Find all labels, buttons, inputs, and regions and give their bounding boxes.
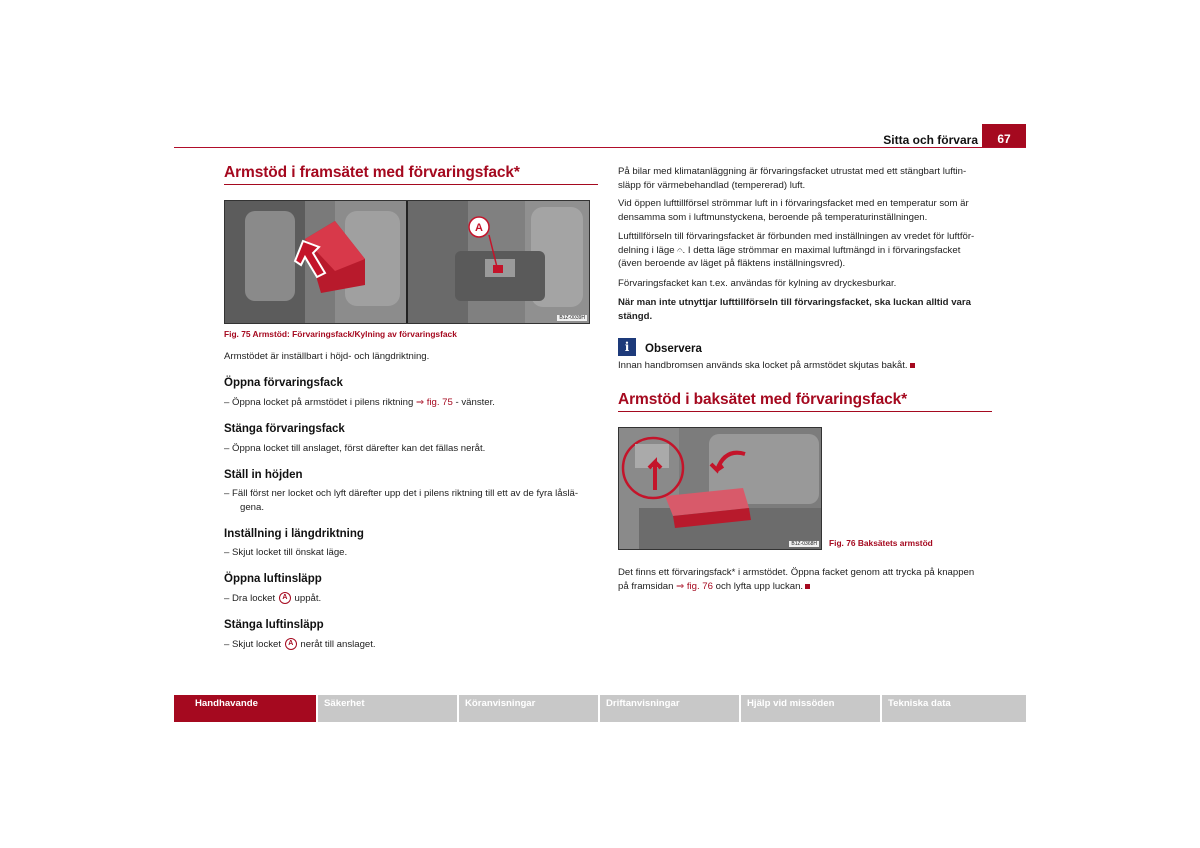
callout-a-icon: A: [285, 638, 297, 650]
heading-close-compartment: Stänga förvaringsfack: [224, 423, 345, 435]
figure-76: [618, 427, 822, 550]
air-distribution-symbol: 𝄐.: [677, 244, 686, 256]
end-mark: [805, 584, 810, 589]
step-close-air-inlet: – Skjut locket A neråt till anslaget.: [224, 639, 376, 650]
figure-76-code: B1Z-0368H: [791, 541, 817, 547]
title-rule: [224, 184, 598, 185]
figure-75-illustration: [225, 201, 589, 323]
heading-close-air-inlet: Stänga luftinsläpp: [224, 619, 324, 631]
step-open-air-inlet: – Dra locket A uppåt.: [224, 593, 322, 604]
note-title: Observera: [645, 343, 702, 355]
paragraph-air-distribution: Lufttillförseln till förvaringsfacket är förbunden med inställningen av vredet för luftför- delning i läge 𝄐. I detta läge strömmar en maximal luftmängd in i förvaringsfacket (även beroende av läget på fläktens inställningsvred).: [618, 231, 975, 269]
figure-75-caption: Fig. 75 Armstöd: Förvaringsfack/Kylning av förvaringsfack: [224, 329, 457, 339]
note-text: Innan handbromsen används ska locket på armstödet skjutas bakåt.: [618, 359, 915, 373]
heading-open-air-inlet: Öppna luftinsläpp: [224, 573, 322, 585]
tab-tekniska-data[interactable]: Tekniska data: [882, 695, 1026, 722]
fig-76-link[interactable]: ⇒ fig. 76: [676, 580, 713, 592]
running-header-section: Sitta och förvara: [883, 133, 978, 147]
paragraph-close-warning: När man inte utnyttjar lufttillförseln till förvaringsfacket, ska luckan alltid vara stängd.: [618, 297, 971, 322]
step-set-height-line1: – Fäll först ner locket och lyft därefter upp det i pilens riktning till ett av de fyra låslä-: [224, 488, 579, 499]
fig-75-link[interactable]: ⇒ fig. 75: [415, 397, 453, 408]
section-title-front-armrest: Armstöd i framsätet med förvaringsfack*: [224, 164, 520, 181]
paragraph-rear-armrest: Det finns ett förvaringsfack* i armstödet. Öppna facket genom att trycka på knappen på framsidan ⇒ fig. 76 och lyfta upp luckan.: [618, 567, 975, 592]
info-icon: i: [618, 338, 636, 356]
intro-text: Armstödet är inställbart i höjd- och längdriktning.: [224, 351, 430, 362]
heading-set-height: Ställ in höjden: [224, 469, 303, 481]
heading-open-compartment: Öppna förvaringsfack: [224, 377, 343, 389]
heading-length-adjust: Inställning i längdriktning: [224, 528, 364, 540]
tab-hjalp-vid-missoden[interactable]: Hjälp vid missöden: [741, 695, 880, 722]
paragraph-air-inlet: På bilar med klimatanläggning är förvaringsfacket utrustat med ett stängbart luftin- släpp för värmebehandlad (tempererad) luft.: [618, 166, 967, 191]
header-rule: [174, 147, 1026, 148]
tab-driftanvisningar[interactable]: Driftanvisningar: [600, 695, 739, 722]
step-length-adjust: – Skjut locket till önskat läge.: [224, 547, 348, 558]
figure-75-code: B1Z-0039H: [559, 315, 585, 321]
paragraph-cooling: Förvaringsfacket kan t.ex. användas för kylning av dryckesburkar.: [618, 278, 897, 289]
tab-koranvisningar[interactable]: Köranvisningar: [459, 695, 598, 722]
figure-75: [224, 200, 590, 324]
chapter-tab-bar: [174, 695, 1026, 722]
step-close-compartment: – Öppna locket till anslaget, först därefter kan det fällas neråt.: [224, 443, 486, 454]
tab-sakerhet[interactable]: Säkerhet: [318, 695, 457, 722]
figure-76-caption: Fig. 76 Baksätets armstöd: [829, 538, 933, 548]
figure-76-illustration: [619, 428, 821, 549]
paragraph-air-temperature: Vid öppen lufttillförsel strömmar luft in i förvaringsfacket med en temperatur som är densamma som i luftmunstyckena, beroende på temperaturinställningen.: [618, 198, 969, 223]
tab-handhavande[interactable]: Handhavande: [174, 695, 316, 722]
section-title-rear-armrest: Armstöd i baksätet med förvaringsfack*: [618, 391, 908, 408]
end-mark: [910, 363, 915, 368]
title-rule: [618, 411, 992, 412]
step-set-height-line2: gena.: [240, 502, 265, 513]
figure-75-label-a: A: [475, 222, 483, 234]
page-number: 67: [982, 124, 1026, 148]
step-open-compartment: – Öppna locket på armstödet i pilens riktning ⇒ fig. 75 - vänster.: [224, 397, 495, 408]
callout-a-icon: A: [279, 592, 291, 604]
